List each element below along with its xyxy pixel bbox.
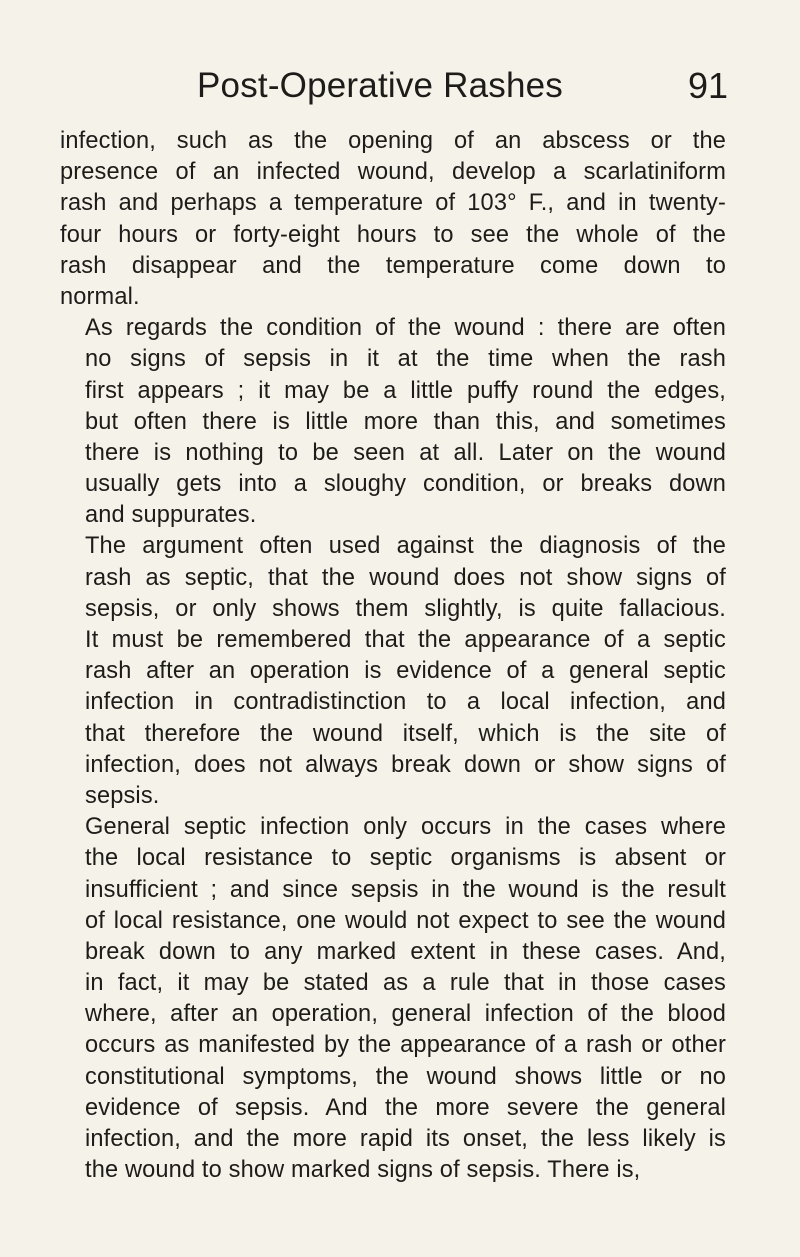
text-line: presence of an infected wound, develop a scarlatiniform — [60, 159, 726, 186]
text-line: normal. — [60, 283, 140, 310]
text-line: evidence of sepsis. And the more severe the general — [85, 1094, 726, 1121]
text-line: The argument often used against the diagnosis of the — [85, 533, 726, 560]
text-line: sepsis. — [85, 782, 160, 809]
text-line: It must be remembered that the appearance of a septic — [85, 627, 726, 653]
text-line: rash and perhaps a temperature of 103° F., and in twenty- — [60, 190, 726, 217]
text-line: there is nothing to be seen at all. Later on the wound — [85, 439, 726, 466]
text-line: sepsis, or only shows them slightly, is quite fallacious. — [85, 595, 726, 622]
paragraph — [60, 126, 726, 313]
text-line: the wound to show marked signs of sepsis. There is, — [85, 1157, 641, 1184]
paragraph — [60, 531, 726, 812]
text-line: the local resistance to septic organisms is absent or — [85, 845, 726, 872]
text-line: no signs of sepsis in it at the time when the rash — [85, 346, 726, 373]
text-line: of local resistance, one would not expect to see the wound — [85, 907, 726, 934]
paragraph — [60, 812, 726, 1186]
text-line: and suppurates. — [85, 502, 257, 529]
text-line: infection, such as the opening of an abscess or the — [60, 128, 726, 154]
text-line: General septic infection only occurs in the cases where — [85, 814, 726, 841]
page-number: 91 — [687, 65, 728, 106]
body-text — [60, 126, 726, 1186]
text-line: occurs as manifested by the appearance of a rash or other — [85, 1032, 726, 1059]
text-line: As regards the condition of the wound : there are often — [85, 315, 726, 342]
text-line: constitutional symptoms, the wound shows little or no — [85, 1063, 726, 1090]
text-line: rash as septic, that the wound does not show signs of — [85, 564, 726, 591]
paragraph — [60, 313, 726, 531]
text-line: in fact, it may be stated as a rule that in those cases — [85, 970, 726, 997]
text-line: that therefore the wound itself, which is the site of — [85, 720, 726, 747]
running-head — [60, 60, 728, 116]
text-line: but often there is little more than this, and sometimes — [85, 408, 726, 435]
text-line: usually gets into a sloughy condition, or breaks down — [85, 471, 726, 498]
text-line: infection, and the more rapid its onset, the less likely is — [85, 1126, 726, 1152]
text-line: rash after an operation is evidence of a general septic — [85, 658, 726, 685]
page-title: Post-Operative Rashes — [196, 66, 564, 105]
text-line: first appears ; it may be a little puffy round the edges, — [85, 377, 726, 404]
text-line: break down to any marked extent in these cases. And, — [85, 938, 726, 965]
text-line: infection, does not always break down or show signs of — [85, 751, 726, 778]
text-line: where, after an operation, general infection of the blood — [85, 1001, 726, 1028]
text-line: insufficient ; and since sepsis in the wound is the result — [85, 876, 726, 903]
text-line: rash disappear and the temperature come down to — [60, 252, 726, 279]
text-line: infection in contradistinction to a local infection, and — [85, 689, 726, 716]
text-line: four hours or forty-eight hours to see the whole of the — [60, 221, 726, 248]
